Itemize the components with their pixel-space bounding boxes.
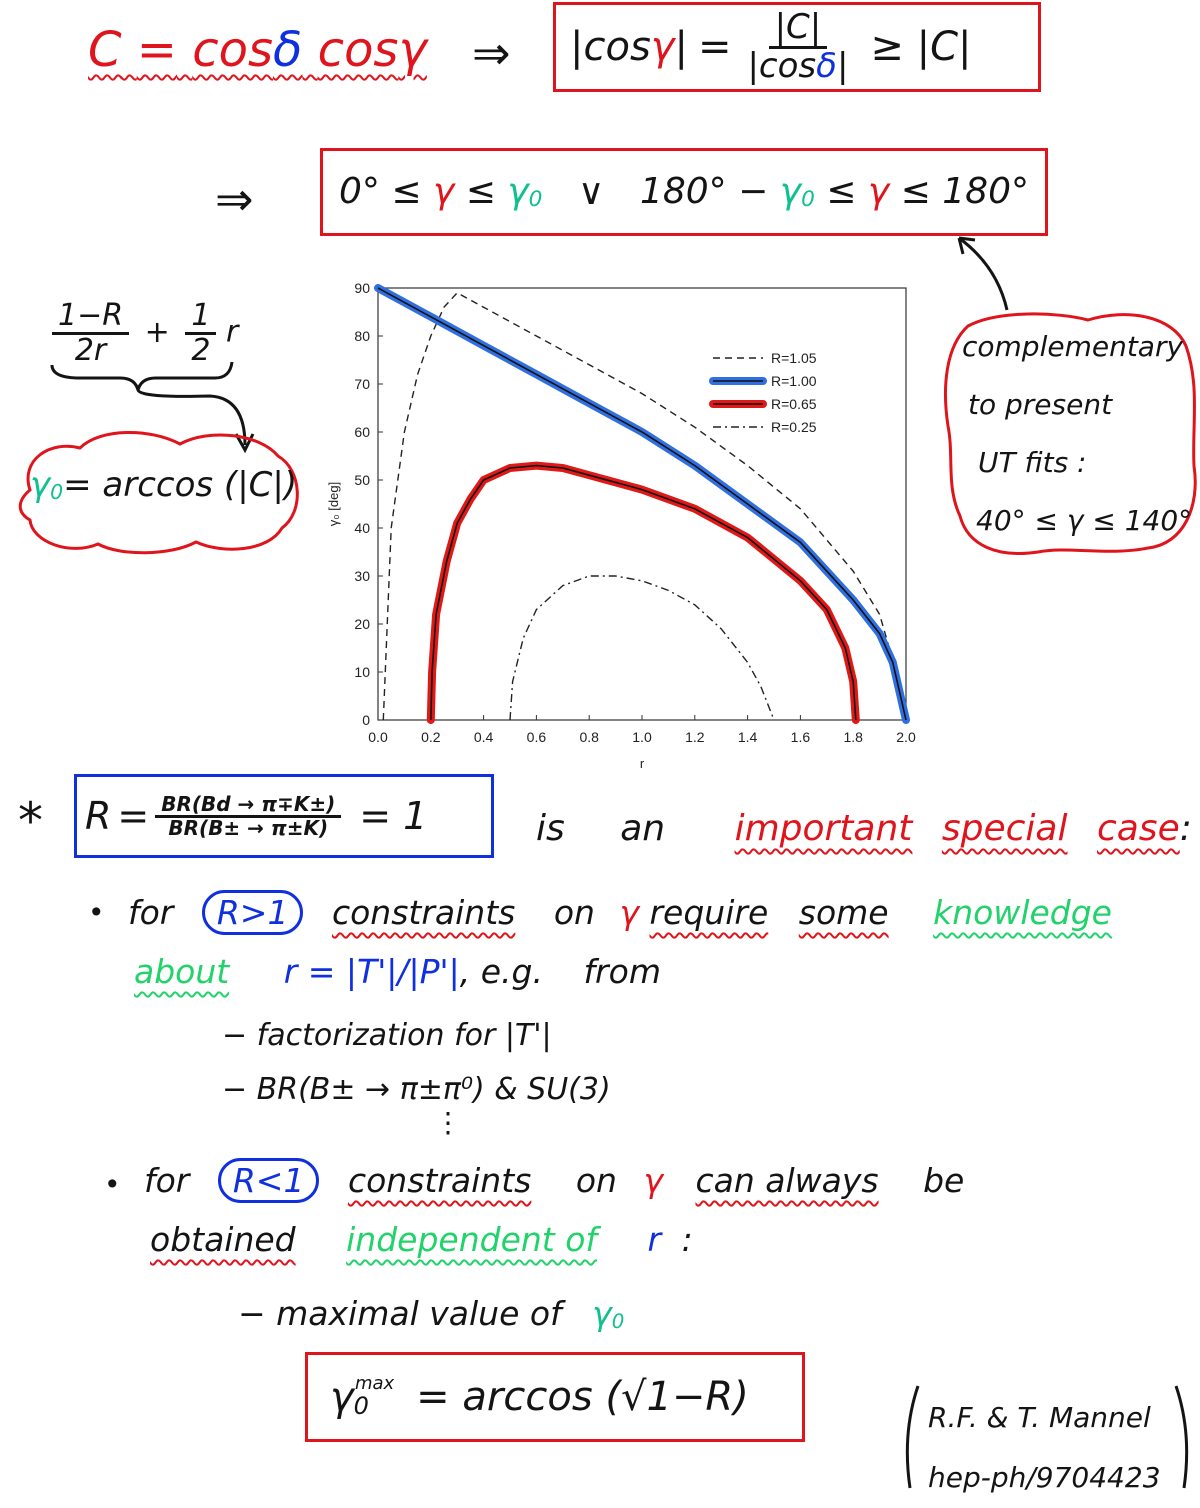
fraction-denominator: 2	[191, 332, 211, 368]
reference-authors: R.F. & T. Mannel	[928, 1401, 1151, 1434]
pointer-arrow-icon	[945, 228, 1025, 318]
abs-cos-label: |cos	[747, 45, 817, 86]
fraction-denominator: 2r	[74, 332, 107, 368]
y-tick-label: 30	[354, 568, 370, 584]
top-equation	[88, 22, 427, 78]
fraction-numerator: BR(Bd → π∓K±)	[155, 794, 341, 818]
bullet-dot: •	[104, 1168, 121, 1201]
y-tick-label: 70	[354, 376, 370, 392]
word-eg: , e.g.	[459, 952, 543, 991]
star-marker: *	[18, 792, 43, 850]
range-upper-bound	[640, 171, 1029, 212]
r-ratio-box	[74, 774, 494, 858]
word-special: special	[941, 808, 1068, 849]
word-about: about	[134, 952, 230, 991]
abs-bar: |	[674, 24, 688, 70]
special-case-line	[536, 808, 1192, 849]
x-tick-label: 0.4	[473, 729, 494, 745]
bullet1-line1	[128, 890, 1112, 935]
implies-arrow-top: ⇒	[472, 26, 511, 80]
y-tick-label: 10	[354, 664, 370, 680]
y-tick-label: 20	[354, 616, 370, 632]
gamma-range-box	[320, 148, 1048, 236]
delta-symbol: δ	[273, 22, 303, 78]
leq-sign: ≤	[826, 171, 857, 213]
colon: :	[1179, 808, 1192, 849]
legend-label: R=1.00	[771, 373, 817, 389]
bullet2-sub1	[238, 1294, 624, 1333]
plot-frame	[378, 288, 906, 720]
word-can-always: can always	[695, 1161, 879, 1200]
cos-label: cos	[192, 22, 274, 78]
r-definition: r = |T'|/|P'|	[283, 952, 460, 991]
arccos-sqrt-formula: = arccos (√1−R)	[416, 1374, 749, 1420]
fraction-denominator: BR(B± → π±K)	[168, 815, 329, 840]
word-an: an	[620, 808, 666, 849]
x-tick-label: 0.6	[526, 729, 547, 745]
note-line: to present	[968, 388, 1113, 421]
r-symbol: R	[85, 794, 112, 838]
abs-cos-gamma-box	[553, 2, 1041, 92]
word-constraints: constraints	[347, 1161, 532, 1200]
y-tick-label: 40	[354, 520, 370, 536]
word-for: for	[144, 1161, 190, 1200]
y-tick-label: 90	[354, 280, 370, 296]
x-tick-label: 1.0	[632, 729, 652, 745]
fraction-numerator: 1	[185, 300, 216, 335]
cond-r-gt-1: R>1	[202, 890, 304, 935]
word-require: require	[649, 893, 769, 932]
x-tick-label: 1.8	[843, 729, 863, 745]
legend-label: R=0.65	[771, 396, 817, 412]
x-tick-label: 2.0	[896, 729, 916, 745]
continuation-dots: ⋮	[434, 1106, 462, 1139]
abs-bar: |	[836, 45, 849, 86]
bullet1-sub2: − BR(B± → π±π⁰) & SU(3)	[222, 1072, 611, 1107]
gamma-symbol: γ	[650, 24, 675, 70]
word-important: important	[734, 808, 913, 849]
logical-or: ∨	[578, 171, 605, 213]
word-on: on	[553, 893, 595, 932]
bullet1-line2	[134, 952, 661, 991]
equals-sign: =	[136, 22, 177, 78]
x-axis-label: r	[639, 756, 645, 771]
y-tick-label: 60	[354, 424, 370, 440]
geq-abs-c: ≥ |C|	[870, 24, 972, 70]
colon: :	[681, 1220, 693, 1259]
bullet1-sub1: − factorization for |T'|	[222, 1018, 552, 1053]
r-symbol: r	[647, 1220, 662, 1259]
c-over-cos-delta-fraction	[741, 6, 854, 86]
lhs-definition	[88, 22, 427, 78]
word-obtained: obtained	[150, 1220, 296, 1259]
bullet2-line1	[144, 1158, 964, 1203]
gamma0-vs-r-chart	[326, 278, 916, 778]
bullet-dot: •	[88, 896, 105, 929]
gamma0-max-symbol: $\gamma_0^{max}$	[330, 1373, 395, 1421]
complementary-note	[962, 318, 1192, 550]
x-tick-label: 1.4	[737, 729, 758, 745]
cond-r-lt-1: R<1	[218, 1158, 320, 1203]
fraction-numerator: |C|	[769, 10, 828, 49]
word-be: be	[923, 1161, 965, 1200]
legend-label: R=0.25	[771, 419, 817, 435]
gamma0-symbol: $\gamma_0$	[592, 1294, 625, 1333]
fraction-denominator	[741, 45, 854, 86]
range-lower-bound	[339, 171, 542, 212]
x-tick-label: 0.0	[368, 729, 388, 745]
x-tick-label: 1.2	[685, 729, 705, 745]
r-symbol: r	[225, 314, 239, 350]
plus-sign: +	[144, 314, 170, 350]
y-axis-label: γ₀ [deg]	[326, 481, 341, 527]
word-from: from	[583, 952, 661, 991]
legend-label: R=1.05	[771, 350, 817, 366]
note-line: UT fits :	[978, 446, 1087, 479]
gamma-symbol: γ	[867, 171, 890, 213]
word-independent-of: independent of	[346, 1220, 598, 1259]
arccos-abs-c: = arccos (|C|)	[63, 465, 298, 505]
cos-label: cos	[317, 22, 399, 78]
gamma0-symbol: $\gamma_0$	[30, 465, 64, 505]
y-tick-label: 0	[362, 712, 370, 728]
equals-sign: =	[117, 794, 150, 838]
y-tick-label: 50	[354, 472, 370, 488]
fraction-numerator: 1−R	[52, 300, 129, 335]
deg-180-minus: 180° −	[639, 171, 769, 213]
delta-symbol: δ	[816, 45, 837, 86]
word-knowledge: knowledge	[933, 893, 1112, 932]
x-tick-label: 0.8	[579, 729, 599, 745]
leq-sign: ≤	[465, 171, 496, 213]
word-is: is	[536, 808, 565, 849]
abs-cos-label: |cos	[570, 24, 651, 70]
leq-180: ≤ 180°	[900, 171, 1029, 213]
y-tick-label: 80	[354, 328, 370, 344]
gamma0-max-box	[305, 1352, 805, 1442]
symbol-c: C	[88, 22, 122, 78]
gamma0-symbol: $\gamma_0$	[779, 171, 815, 213]
note-line: complementary	[962, 330, 1184, 363]
bullet2-line2	[150, 1220, 693, 1259]
gamma-symbol: γ	[432, 171, 455, 213]
implies-arrow-range: ⇒	[215, 172, 254, 226]
x-tick-label: 1.6	[790, 729, 811, 745]
chart-plot-group	[326, 280, 916, 771]
gamma0-symbol: $\gamma_0$	[507, 171, 543, 213]
word-case: case	[1096, 808, 1180, 849]
word-constraints: constraints	[331, 893, 516, 932]
maximal-value-text: − maximal value of	[238, 1294, 562, 1333]
equals-one: = 1	[359, 794, 428, 838]
gamma-symbol: γ	[398, 22, 427, 78]
gamma0-definition	[30, 465, 297, 505]
x-tick-label: 0.2	[421, 729, 441, 745]
equals-sign: =	[697, 24, 732, 70]
zero-deg: 0° ≤	[339, 171, 422, 213]
br-ratio-fraction	[155, 791, 341, 840]
word-some: some	[798, 893, 889, 932]
note-line: 40° ≤ γ ≤ 140°	[976, 504, 1193, 537]
word-on: on	[575, 1161, 617, 1200]
word-for: for	[128, 893, 174, 932]
gamma-symbol: γ	[619, 893, 639, 932]
gamma-symbol: γ	[643, 1161, 663, 1200]
reference-arxiv: hep-ph/9704423	[928, 1461, 1161, 1494]
reference-citation	[928, 1388, 1161, 1508]
